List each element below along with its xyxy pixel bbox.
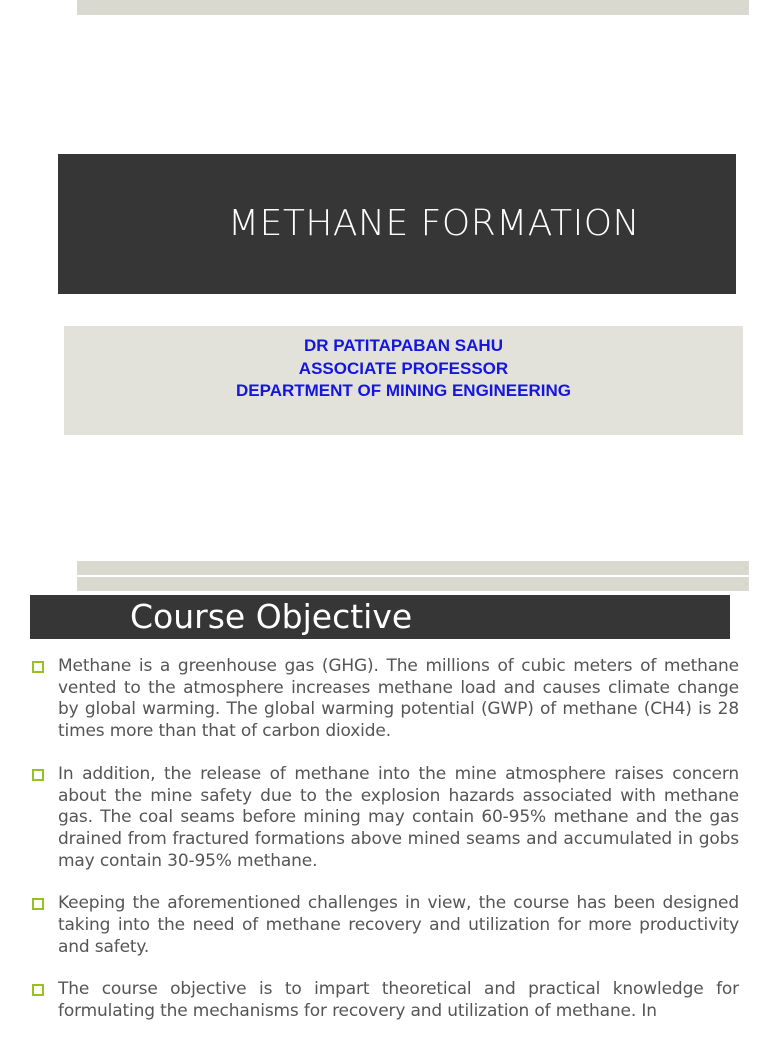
square-bullet-icon: [32, 661, 44, 673]
list-item-text: Methane is a greenhouse gas (GHG). The millions of cubic meters of methane vented to the atmosphere increases methane load and causes climate change by global warming. The global warming potential (GWP) of methane (CH4) is 28 times more than that of carbon dioxide.: [58, 656, 739, 742]
author-department: DEPARTMENT OF MINING ENGINEERING: [236, 381, 571, 400]
author-name: DR PATITAPABAN SAHU: [304, 336, 503, 355]
square-bullet-icon: [32, 898, 44, 910]
square-bullet-icon: [32, 769, 44, 781]
list-item-text: In addition, the release of methane into the mine atmosphere raises concern about the mine safety due to the explosion hazards associated with methane gas. The coal seams before mining may contain 60-95% methane and the gas drained from fractured formations above mined seams and accumulated in gobs may contain 30-95% methane.: [58, 763, 739, 871]
slide-divider-line: [77, 575, 749, 577]
slide-title: METHANE FORMATION: [228, 203, 640, 244]
square-bullet-icon: [32, 984, 44, 996]
list-item: [30, 979, 739, 1022]
objective-list: [30, 656, 739, 1044]
list-item: [30, 893, 739, 958]
author-info: [64, 335, 743, 403]
list-item: [30, 764, 739, 873]
author-position: ASSOCIATE PROFESSOR: [298, 358, 509, 378]
list-item-text: Keeping the aforementioned challenges in view, the course has been designed taking into the need of methane recovery and utilization for more productivity and safety.: [58, 893, 739, 957]
top-decorative-band: [77, 0, 749, 15]
list-item-text: The course objective is to impart theoretical and practical knowledge for formulating the mechanisms for recovery and utilization of methane. In: [58, 979, 739, 1022]
section-heading: Course Objective: [130, 597, 413, 636]
list-item: [30, 656, 739, 743]
